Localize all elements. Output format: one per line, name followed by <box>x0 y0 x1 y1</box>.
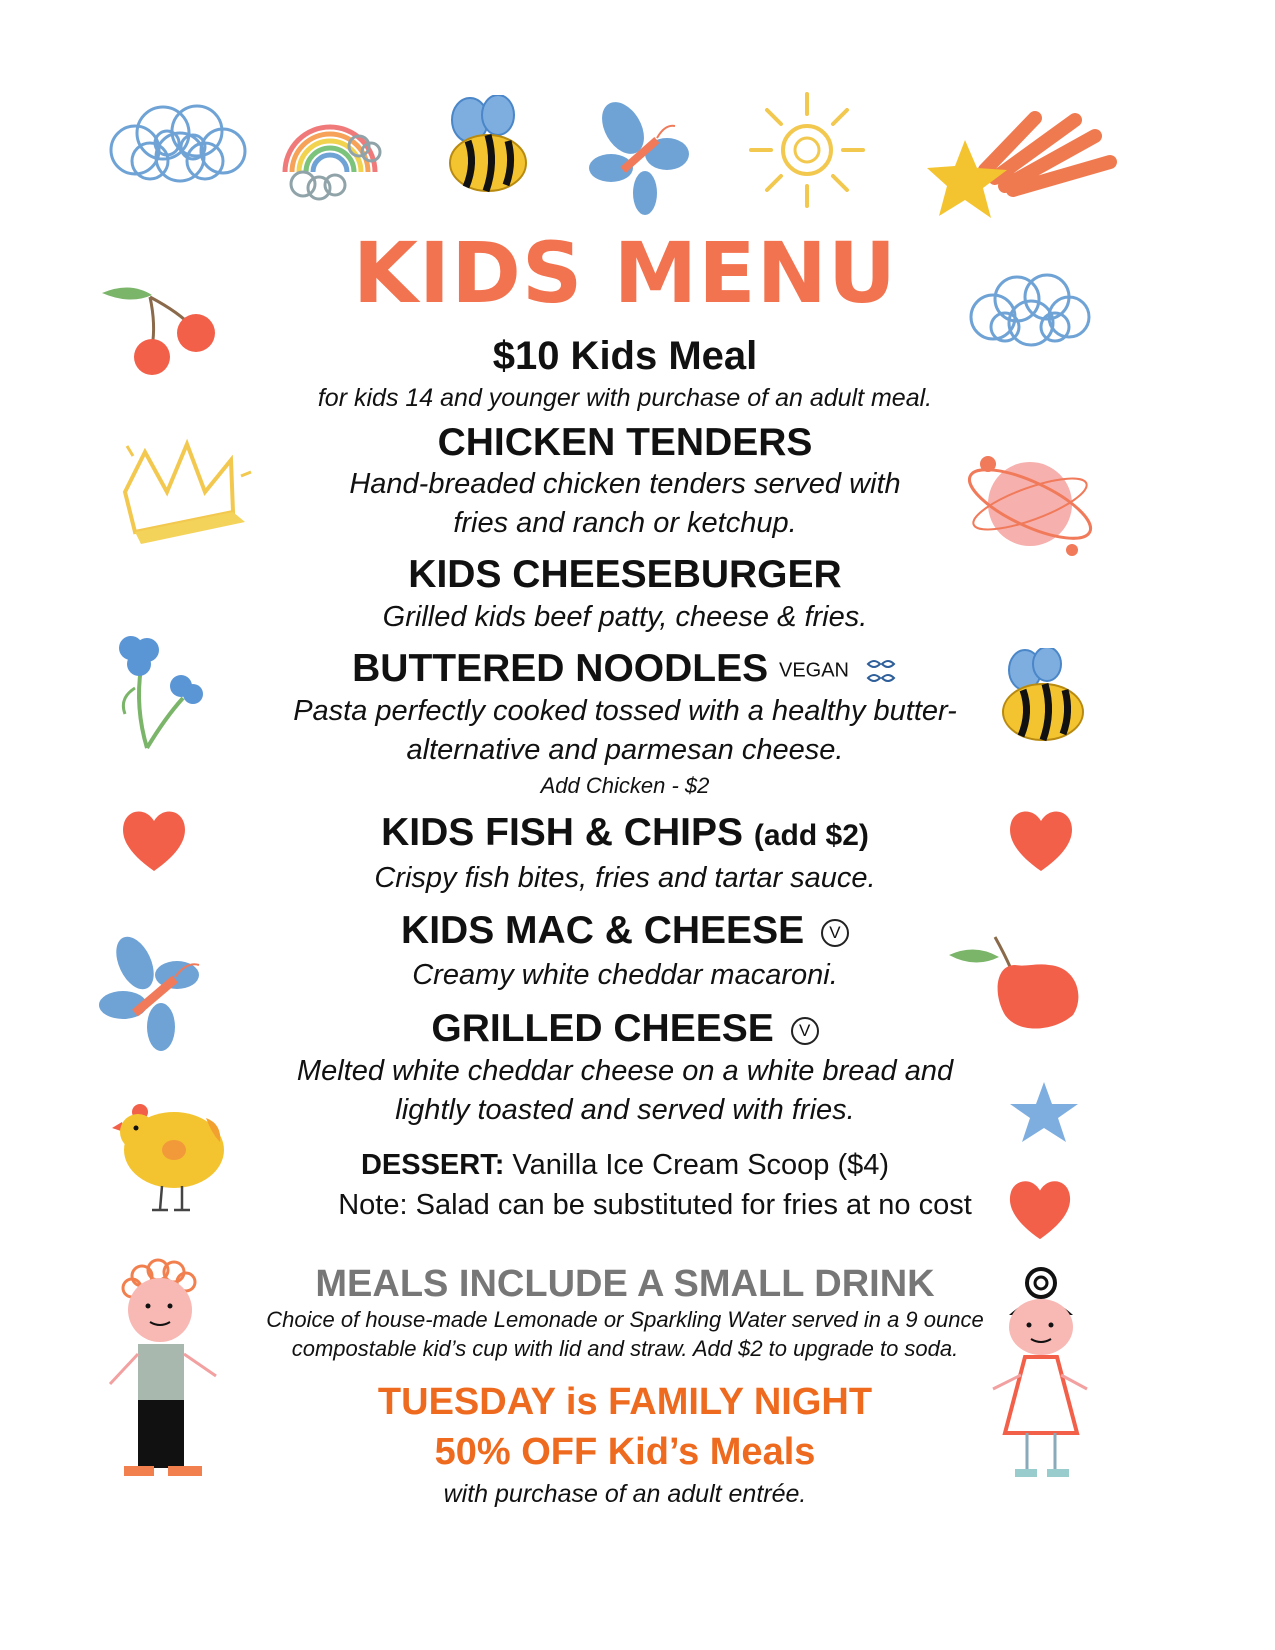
item-name: KIDS CHEESEBURGER <box>408 553 842 596</box>
promo-subtitle: with purchase of an adult entrée. <box>443 1480 807 1508</box>
item-desc: fries and ranch or ketchup. <box>453 507 797 539</box>
vegetarian-mark-icon: V <box>821 919 849 947</box>
vegan-leaf-icon <box>864 656 898 686</box>
item-desc: alternative and parmesan cheese. <box>406 734 844 766</box>
vegetarian-mark-icon: V <box>791 1017 819 1045</box>
dessert-line <box>215 1146 1035 1184</box>
shooting-star-icon <box>925 90 1120 230</box>
item-desc: Hand-breaded chicken tenders served with <box>349 468 901 500</box>
page-title: KIDS MENU <box>352 224 898 322</box>
item-desc: lightly toasted and served with fries. <box>395 1094 855 1126</box>
item-desc: Grilled kids beef patty, cheese & fries. <box>382 601 868 633</box>
drink-description <box>205 1305 1045 1363</box>
item-desc: Creamy white cheddar macaroni. <box>412 959 838 991</box>
dessert-label: DESSERT: <box>360 1149 505 1181</box>
item-name-row <box>215 646 1035 694</box>
item-desc: Melted white cheddar cheese on a white bread and <box>296 1055 954 1087</box>
heart-icon <box>118 805 190 875</box>
meal-subtitle: for kids 14 and younger with purchase of an adult meal. <box>317 384 933 412</box>
promo-discount: 50% OFF Kid’s Meals <box>434 1431 816 1473</box>
vegan-tag: VEGAN <box>778 659 850 682</box>
meal-heading: $10 Kids Meal <box>492 334 758 378</box>
item-name: GRILLED CHEESE <box>431 1007 774 1050</box>
drink-line: compostable kid’s cup with lid and straw. Add $2 to upgrade to soda. <box>291 1336 959 1361</box>
item-name: KIDS FISH & CHIPS <box>381 811 743 854</box>
rainbow-icon <box>275 92 385 207</box>
drink-line: Choice of house-made Lemonade or Sparkling Water served in a 9 ounce <box>266 1307 984 1332</box>
item-name: CHICKEN TENDERS <box>437 421 813 464</box>
sun-icon <box>745 88 870 213</box>
item-name-row <box>215 1006 1035 1052</box>
drink-heading: MEALS INCLUDE A SMALL DRINK <box>315 1263 935 1305</box>
butterfly-icon <box>585 98 695 218</box>
dessert-text: Vanilla Ice Cream Scoop ($4) <box>504 1149 890 1181</box>
item-name: KIDS MAC & CHEESE <box>401 909 805 952</box>
item-extra-price: (add $2) <box>753 819 869 852</box>
item-name-row <box>215 810 1035 859</box>
promo-heading: TUESDAY is FAMILY NIGHT <box>377 1381 873 1423</box>
butterfly-icon <box>95 935 210 1055</box>
cloud-icon <box>105 95 255 190</box>
item-addon: Add Chicken - $2 <box>540 773 710 798</box>
boy-icon <box>100 1258 225 1483</box>
item-desc: Pasta perfectly cooked tossed with a healthy butter- <box>293 695 957 727</box>
item-name-row <box>215 908 1035 954</box>
item-desc: Crispy fish bites, fries and tartar sauce. <box>374 862 876 894</box>
item-name: BUTTERED NOODLES <box>352 647 769 690</box>
bee-icon <box>440 95 540 200</box>
cherry-icon <box>100 285 225 380</box>
flower-icon <box>105 628 205 753</box>
note-line: Note: Salad can be substituted for fries at no cost <box>338 1189 972 1221</box>
